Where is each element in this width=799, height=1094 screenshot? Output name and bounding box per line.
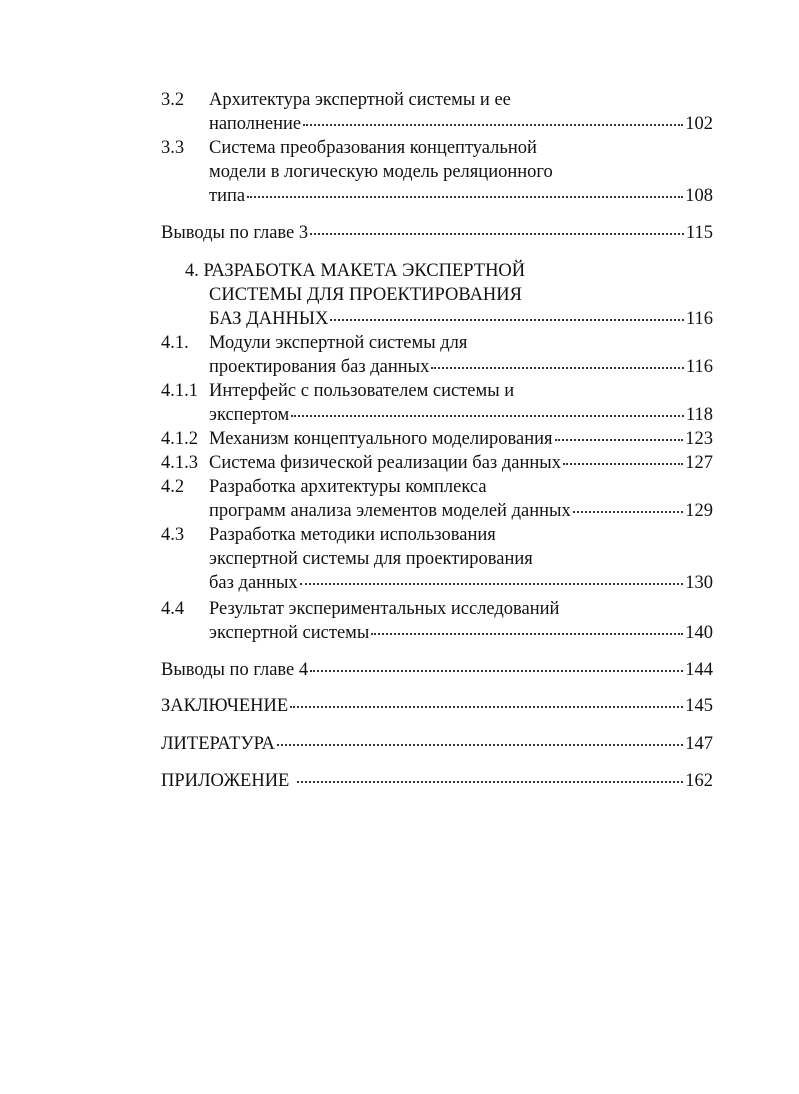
section-number: 4.2	[161, 477, 185, 497]
dot-leader	[290, 705, 683, 708]
dot-leader	[303, 123, 683, 126]
toc-entry-4-1	[0, 331, 799, 355]
page-number: 144	[685, 660, 713, 680]
toc-entry-3-3-cont	[0, 160, 799, 184]
toc-entry-3-3-cont2	[0, 184, 799, 208]
entry-title: ЗАКЛЮЧЕНИЕ	[161, 696, 289, 716]
leader-line	[209, 451, 713, 475]
entry-title: Механизм концептуального моделирования	[209, 429, 553, 449]
toc-entry-4-2	[0, 475, 799, 499]
leader-line	[161, 658, 713, 682]
toc-entry-appendix	[0, 769, 799, 793]
leader-line	[209, 355, 713, 379]
toc-entry-4-1-1	[0, 379, 799, 403]
page-number: 118	[685, 405, 713, 425]
entry-title-cont: программ анализа элементов моделей данных	[209, 501, 571, 521]
leader-line	[161, 769, 713, 793]
dot-leader	[310, 232, 684, 235]
entry-title-cont: экспертной системы	[209, 623, 370, 643]
leader-line	[209, 621, 713, 645]
entry-title: Система физической реализации баз данных	[209, 453, 561, 473]
toc-entry-4-1-2	[0, 427, 799, 451]
dot-leader	[431, 366, 684, 369]
page-number: 102	[685, 114, 713, 134]
section-number: 4.1.3	[161, 453, 198, 473]
chapter-title-cont: БАЗ ДАННЫХ	[209, 309, 329, 329]
toc-entry-4-3-cont2	[0, 571, 799, 595]
dot-leader	[573, 510, 684, 513]
leader-line	[161, 694, 713, 718]
page-number: 140	[685, 623, 713, 643]
dot-leader	[563, 462, 683, 465]
entry-title-cont: экспертом	[209, 405, 290, 425]
dot-leader	[330, 318, 684, 321]
page-number: 145	[685, 696, 713, 716]
toc-entry-conclusions-3	[0, 221, 799, 245]
chapter-title: 4. РАЗРАБОТКА МАКЕТА ЭКСПЕРТНОЙ	[185, 261, 526, 281]
leader-line	[209, 427, 713, 451]
leader-line	[209, 184, 713, 208]
entry-title: Выводы по главе 3	[161, 223, 309, 243]
entry-title: Результат экспериментальных исследований	[209, 599, 560, 619]
entry-title: ЛИТЕРАТУРА	[161, 734, 275, 754]
page-number: 130	[685, 573, 713, 593]
section-number: 4.3	[161, 525, 185, 545]
page-number: 162	[685, 771, 713, 791]
toc-entry-4-4-cont	[0, 621, 799, 645]
dot-leader	[310, 669, 683, 672]
page-number: 127	[685, 453, 713, 473]
section-number: 4.4	[161, 599, 185, 619]
toc-entry-4-1-3	[0, 451, 799, 475]
toc-entry-4-3	[0, 523, 799, 547]
page-number: 123	[685, 429, 713, 449]
page-number: 129	[685, 501, 713, 521]
toc-entry-4-4	[0, 597, 799, 621]
entry-title-cont: модели в логическую модель реляционного	[209, 162, 553, 182]
entry-title: ПРИЛОЖЕНИЕ	[161, 771, 290, 791]
entry-title: Архитектура экспертной системы и ее	[209, 90, 511, 110]
page-number: 115	[685, 223, 713, 243]
entry-title-cont: типа	[209, 186, 246, 206]
dot-leader	[291, 414, 684, 417]
toc-entry-conclusion	[0, 694, 799, 718]
entry-title: Модули экспертной системы для	[209, 333, 468, 353]
section-number: 3.2	[161, 90, 185, 110]
entry-title: Система преобразования концептуальной	[209, 138, 537, 158]
toc-chapter-4-cont	[0, 283, 799, 307]
toc-entry-4-3-cont	[0, 547, 799, 571]
toc-entry-4-1-cont	[0, 355, 799, 379]
leader-line	[209, 307, 713, 331]
entry-title: Выводы по главе 4	[161, 660, 309, 680]
page-number: 116	[685, 357, 713, 377]
toc-entry-3-2	[0, 88, 799, 112]
dot-leader	[297, 780, 683, 783]
leader-line	[209, 112, 713, 136]
leader-line	[209, 571, 713, 595]
chapter-title-cont: СИСТЕМЫ ДЛЯ ПРОЕКТИРОВАНИЯ	[209, 285, 522, 305]
toc-entry-3-2-cont	[0, 112, 799, 136]
entry-title: Интерфейс с пользователем системы и	[209, 381, 515, 401]
page-number: 108	[685, 186, 713, 206]
entry-title: Разработка методики использования	[209, 525, 496, 545]
section-number: 4.1.2	[161, 429, 198, 449]
dot-leader	[371, 632, 683, 635]
toc-entry-conclusions-4	[0, 658, 799, 682]
toc-entry-4-1-1-cont	[0, 403, 799, 427]
dot-leader	[555, 438, 684, 441]
entry-title-cont: проектирования баз данных	[209, 357, 430, 377]
toc-entry-3-3	[0, 136, 799, 160]
leader-line	[161, 732, 713, 756]
toc-entry-literature	[0, 732, 799, 756]
entry-title-cont: наполнение	[209, 114, 302, 134]
entry-title-cont: баз данных	[209, 573, 298, 593]
section-number: 4.1.1	[161, 381, 198, 401]
toc-chapter-4-cont2	[0, 307, 799, 331]
leader-line	[209, 403, 713, 427]
entry-title-cont: экспертной системы для проектирования	[209, 549, 533, 569]
section-number: 3.3	[161, 138, 185, 158]
leader-line	[209, 499, 713, 523]
toc-chapter-4	[0, 259, 799, 283]
leader-line	[161, 221, 713, 245]
entry-title: Разработка архитектуры комплекса	[209, 477, 487, 497]
dot-leader	[247, 195, 683, 198]
toc-entry-4-2-cont	[0, 499, 799, 523]
page-number: 147	[685, 734, 713, 754]
page-number: 116	[685, 309, 713, 329]
dot-leader	[300, 582, 684, 585]
section-number: 4.1.	[161, 333, 189, 353]
dot-leader	[277, 743, 683, 746]
